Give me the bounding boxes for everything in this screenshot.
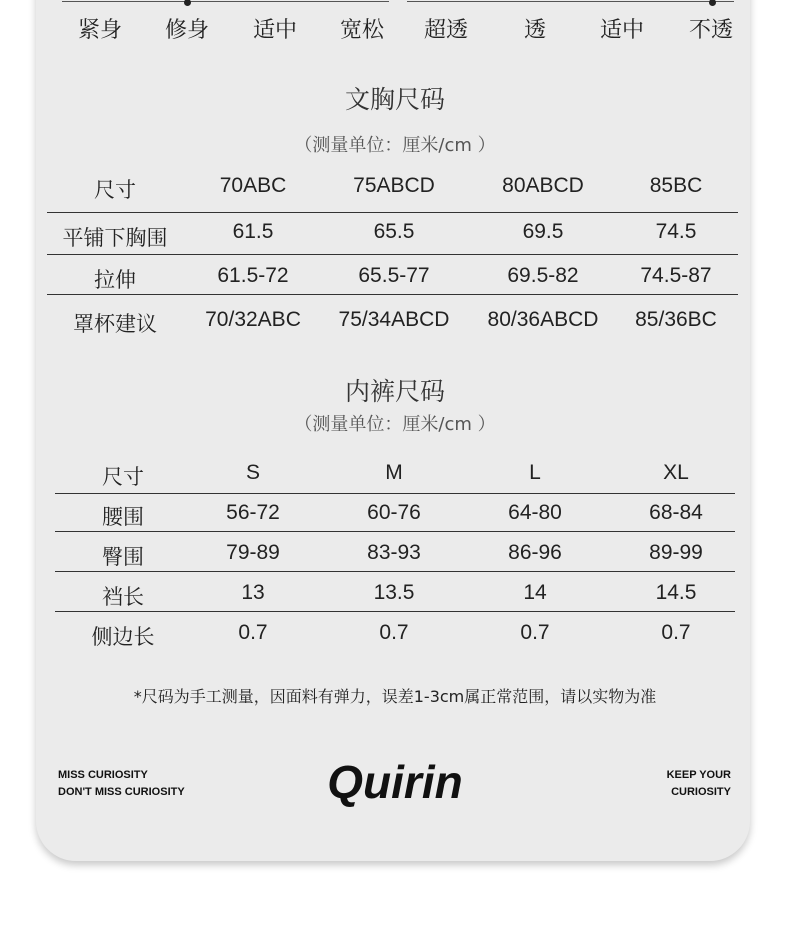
fit-scale-label: 紧身 xyxy=(78,18,123,43)
bra-size-title: 文胸尺码 xyxy=(344,85,445,114)
row-label: 罩杯建议 xyxy=(73,312,157,336)
slogan-line: CURIOSITY xyxy=(671,786,731,798)
table-divider xyxy=(55,571,735,572)
table-cell: 64-80 xyxy=(508,501,562,524)
table-cell: 61.5-72 xyxy=(217,264,289,287)
row-label: 平铺下胸围 xyxy=(62,226,168,250)
table-cell: 89-99 xyxy=(649,541,703,564)
table-cell: 0.7 xyxy=(520,621,550,644)
table-cell: 60-76 xyxy=(367,501,421,524)
sheer-scale-label: 不透 xyxy=(689,18,734,43)
slogan-line: MISS CURIOSITY xyxy=(58,769,148,781)
table-cell: 0.7 xyxy=(661,621,691,644)
table-cell: 80/36ABCD xyxy=(487,308,599,331)
table-divider xyxy=(55,531,735,532)
table-cell: 86-96 xyxy=(508,541,562,564)
column-header: 尺寸 xyxy=(94,178,136,202)
briefs-size-title: 内裤尺码 xyxy=(344,377,445,406)
table-cell: 83-93 xyxy=(367,541,421,564)
table-cell: 13 xyxy=(241,581,265,604)
table-cell: 14.5 xyxy=(655,581,697,604)
bra-unit-note: （测量单位：厘米/cm ） xyxy=(294,135,496,156)
sheer-scale-label: 透 xyxy=(524,18,547,43)
column-header: 85BC xyxy=(649,174,703,197)
sheer-scale-label: 超透 xyxy=(424,18,469,43)
table-cell: 85/36BC xyxy=(635,308,717,331)
table-cell: 74.5 xyxy=(655,220,697,243)
row-label: 臀围 xyxy=(102,545,144,569)
table-cell: 14 xyxy=(523,581,547,604)
table-divider xyxy=(47,212,738,213)
fit-scale-label: 适中 xyxy=(253,18,298,43)
table-cell: 65.5-77 xyxy=(358,264,430,287)
table-cell: 69.5-82 xyxy=(507,264,579,287)
slogan-line: DON'T MISS CURIOSITY xyxy=(58,786,185,798)
table-cell: 61.5 xyxy=(232,220,274,243)
table-cell: 56-72 xyxy=(226,501,280,524)
footer-slogan-right xyxy=(560,767,731,801)
brand-logo: Quirin xyxy=(327,756,463,808)
row-label: 裆长 xyxy=(102,585,144,609)
column-header: 尺寸 xyxy=(102,465,144,489)
sheer-scale-label: 适中 xyxy=(600,18,645,43)
table-cell: 69.5 xyxy=(522,220,564,243)
table-cell: 79-89 xyxy=(226,541,280,564)
table-divider xyxy=(55,493,735,494)
fit-scale-label: 宽松 xyxy=(340,18,385,43)
column-header: XL xyxy=(663,461,689,484)
table-cell: 13.5 xyxy=(373,581,415,604)
table-cell: 68-84 xyxy=(649,501,703,524)
table-cell: 65.5 xyxy=(373,220,415,243)
sheer-scale-line xyxy=(407,1,734,2)
column-header: 70ABC xyxy=(219,174,287,197)
table-divider xyxy=(47,294,738,295)
fit-scale-label: 修身 xyxy=(165,18,210,43)
column-header: 75ABCD xyxy=(353,174,435,197)
row-label: 侧边长 xyxy=(91,625,155,649)
table-cell: 74.5-87 xyxy=(640,264,712,287)
column-header: L xyxy=(529,461,541,484)
row-label: 腰围 xyxy=(102,505,144,529)
table-cell: 75/34ABCD xyxy=(338,308,450,331)
measurement-note: *尺码为手工测量，因面料有弹力，误差1-3cm属正常范围，请以实物为准 xyxy=(133,687,657,706)
fit-scale-line xyxy=(62,1,389,2)
slogan-line: KEEP YOUR xyxy=(666,769,731,781)
table-cell: 0.7 xyxy=(238,621,268,644)
column-header: M xyxy=(385,461,403,484)
table-cell: 0.7 xyxy=(379,621,409,644)
briefs-unit-note: （测量单位：厘米/cm ） xyxy=(294,414,496,435)
table-cell: 70/32ABC xyxy=(205,308,301,331)
column-header: 80ABCD xyxy=(502,174,584,197)
table-divider xyxy=(55,611,735,612)
table-divider xyxy=(47,254,738,255)
row-label: 拉伸 xyxy=(94,268,136,292)
column-header: S xyxy=(245,461,260,484)
